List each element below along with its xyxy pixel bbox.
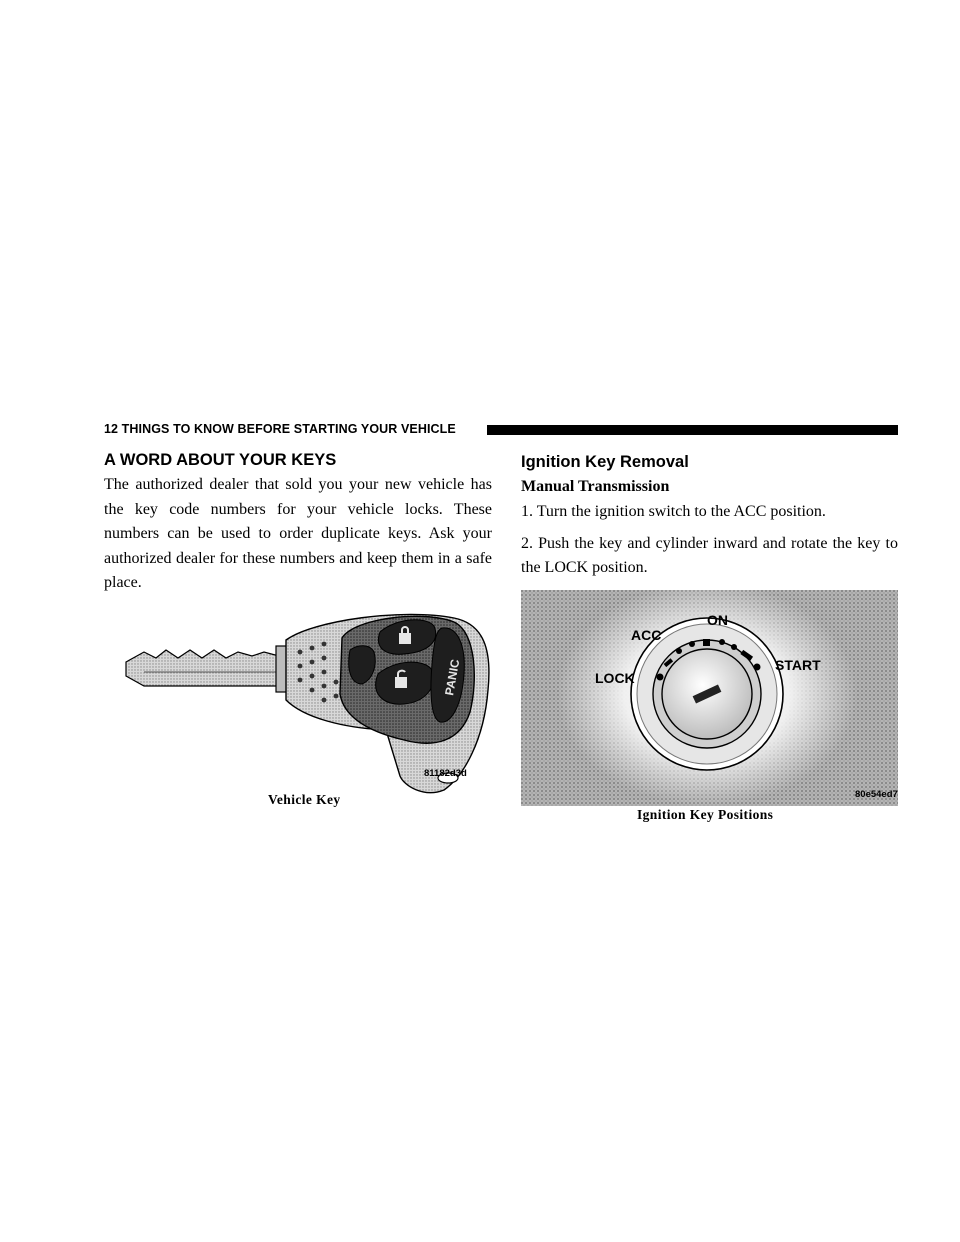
figure-code-key: 81182d3d xyxy=(424,768,467,779)
figure-caption-key: Vehicle Key xyxy=(268,792,341,807)
ign-label-acc: ACC xyxy=(631,627,662,643)
left-column xyxy=(104,450,492,596)
vehicle-key-figure xyxy=(104,600,499,830)
figure-code-ignition: 80e54ed7 xyxy=(855,789,898,800)
ign-label-lock: LOCK xyxy=(595,670,635,686)
running-header xyxy=(104,420,898,440)
keys-paragraph: The authorized dealer that sold you your new vehicle has the key code numbers for your vehicle locks. These numbers can be used to order duplicate keys. Ask your authorized dealer for these numbers and keep them in a safe place. xyxy=(104,476,492,591)
ignition-figure xyxy=(521,590,898,826)
section-heading-ignition: Ignition Key Removal xyxy=(521,453,689,471)
section-heading-keys: A WORD ABOUT YOUR KEYS xyxy=(104,451,337,469)
step-2: 2. Push the key and cylinder inward and rotate the key to the LOCK position. xyxy=(521,535,898,576)
ign-label-start: START xyxy=(775,657,821,673)
subheading-manual-transmission: Manual Transmission xyxy=(521,478,670,495)
ignition-illustration xyxy=(521,590,898,806)
running-head-text: 12 THINGS TO KNOW BEFORE STARTING YOUR VEHICLE xyxy=(104,422,456,436)
figure-caption-ignition: Ignition Key Positions xyxy=(637,807,774,822)
header-rule xyxy=(487,425,898,435)
right-column xyxy=(521,450,898,612)
step-1: 1. Turn the ignition switch to the ACC position. xyxy=(521,503,826,520)
panic-button-label: PANIC xyxy=(442,658,463,697)
ign-label-on: ON xyxy=(707,612,728,628)
